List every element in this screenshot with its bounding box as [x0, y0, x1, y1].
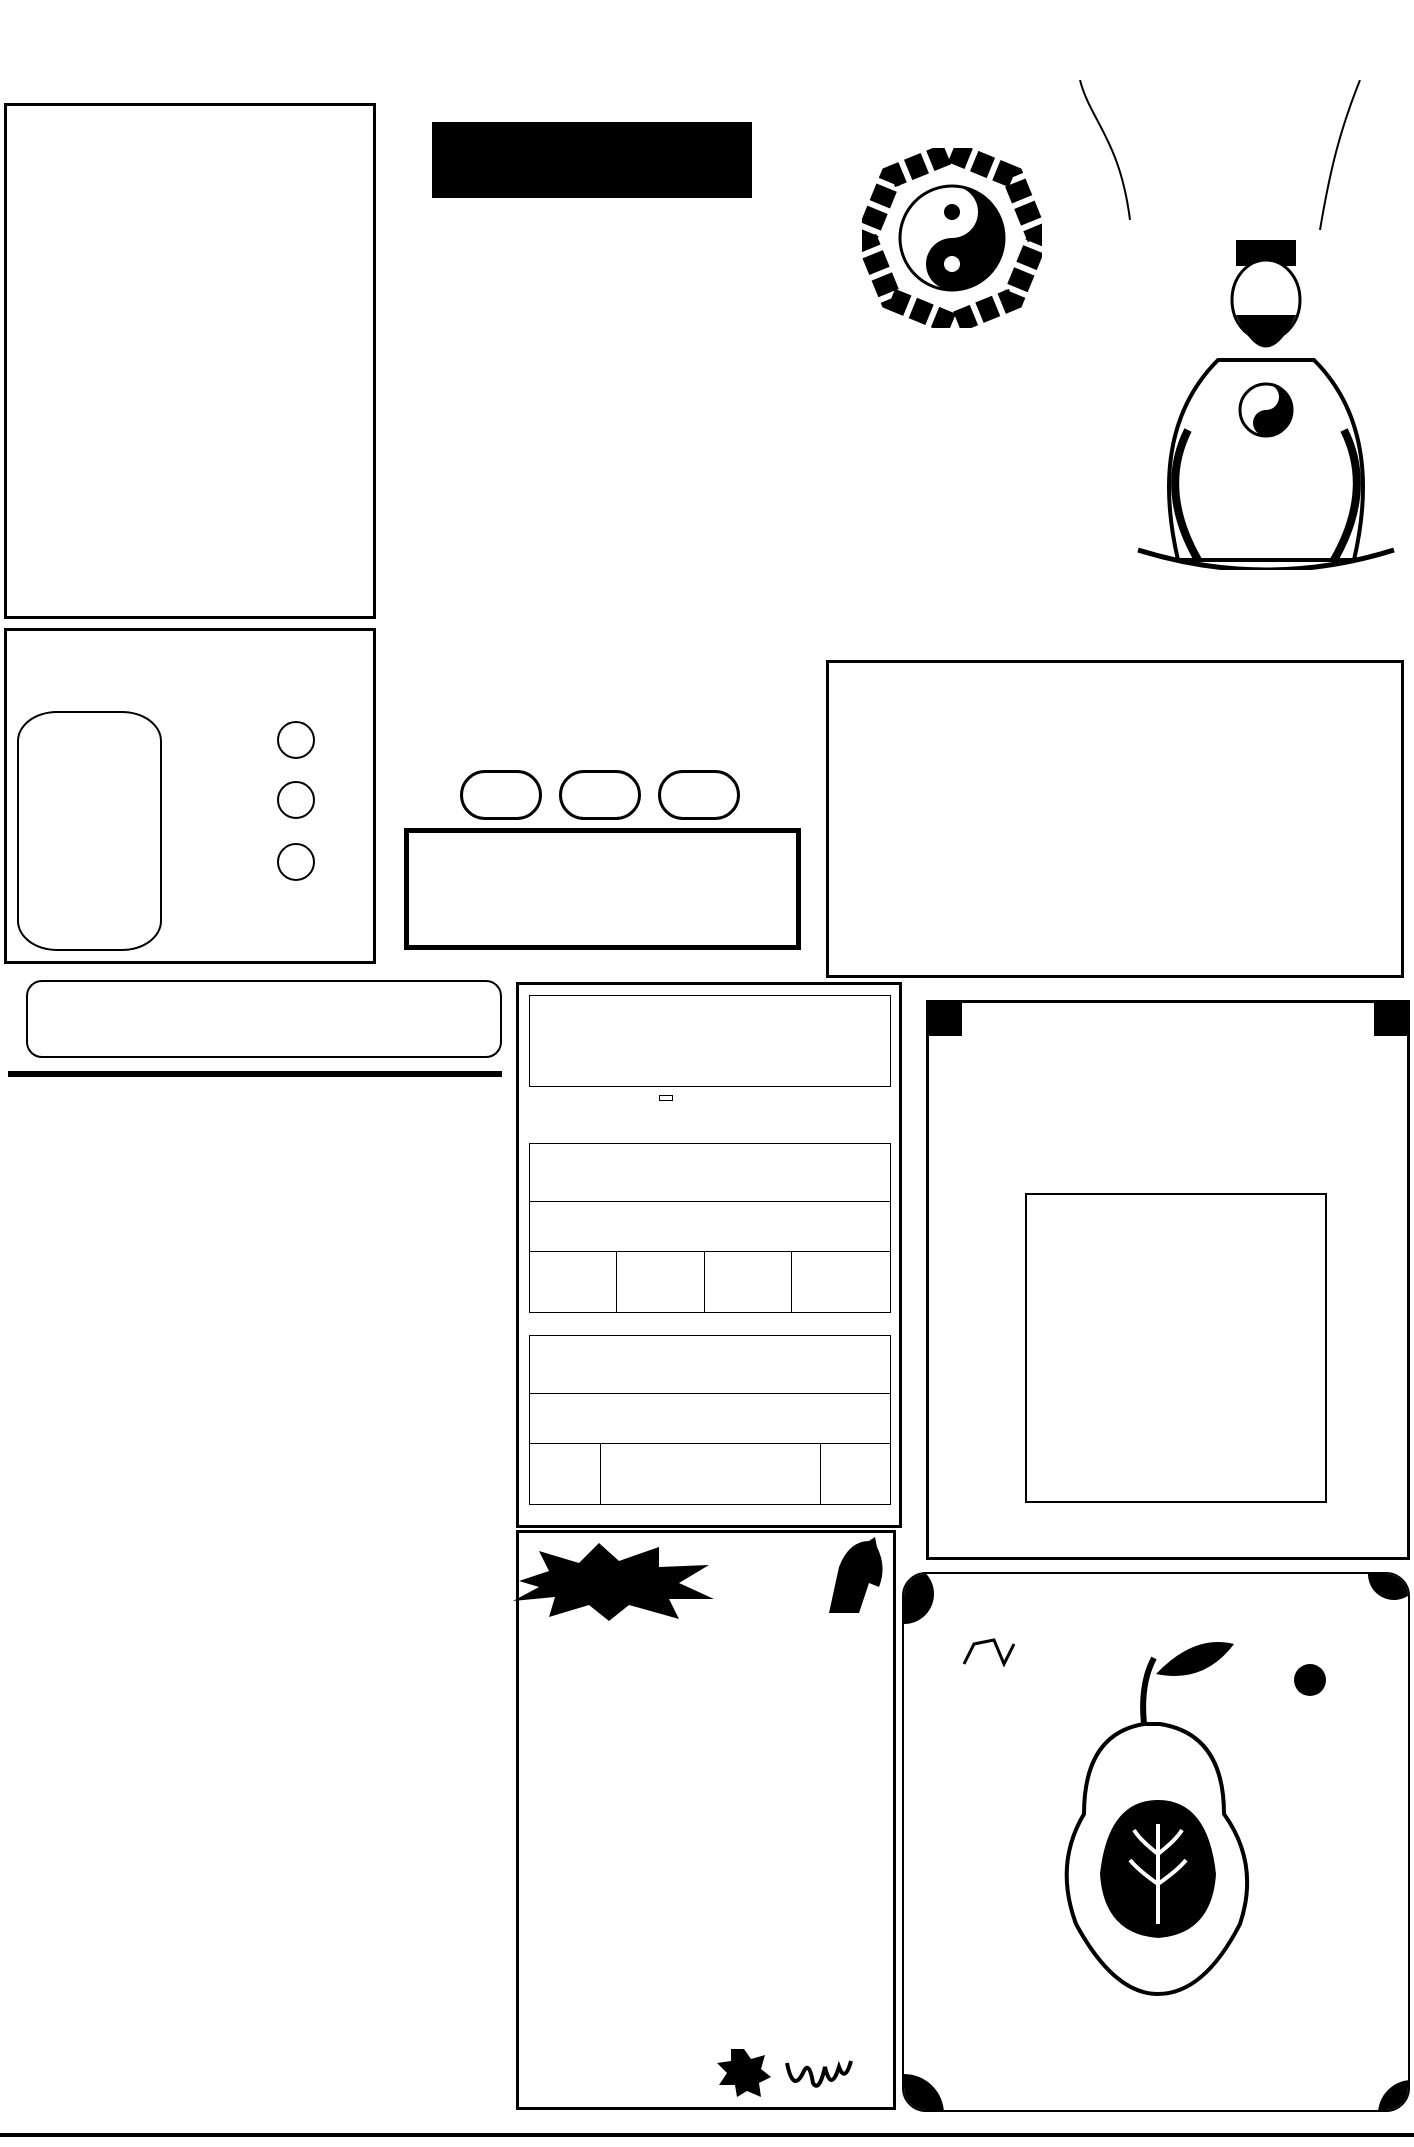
title-grid-lines: [530, 996, 890, 1086]
horse-head-icon: [819, 1537, 889, 1613]
empty-cell: [705, 1252, 792, 1312]
horse-club-banner: [432, 122, 752, 198]
kill-grid: [529, 1335, 891, 1505]
empty-cell: [530, 1252, 617, 1312]
abacus-beads: [409, 833, 796, 945]
corner-block: [1374, 1000, 1410, 1036]
sage-figure-icon: [1118, 230, 1408, 570]
starburst-icon: [509, 1541, 719, 1621]
kill-status-row: [530, 1394, 890, 1444]
heart-label: [559, 770, 641, 820]
zodiac-table-header: [26, 980, 502, 1058]
seal-stamp-icon: [717, 2049, 771, 2097]
crack-lines: [1060, 80, 1380, 230]
signature-icon: [783, 2053, 853, 2093]
prosper-note-row: [530, 1252, 890, 1312]
zodiac-poem-panel: [4, 103, 376, 619]
lucky-direction-drum: [17, 711, 162, 951]
kill-zodiac-panel: [516, 982, 902, 1528]
kill-note-row: [530, 1444, 890, 1504]
empty-cell: [530, 1444, 601, 1504]
abacus-labels: [460, 770, 740, 820]
zodiac-number-table: [8, 1071, 502, 1077]
corner-block: [926, 1000, 962, 1036]
nine-palace-panel: [4, 628, 376, 964]
empty-cell: [617, 1252, 704, 1312]
palace-number: [277, 781, 315, 819]
bagua-taiji-icon: [862, 148, 1042, 328]
kill-note: [601, 1444, 821, 1504]
footer-rule: [0, 2133, 1414, 2137]
palace-number: [277, 721, 315, 759]
empty-cell: [821, 1444, 891, 1504]
kill-signature: [659, 1095, 673, 1101]
prosper-animal-row: [530, 1144, 890, 1202]
kill-animal-row: [530, 1336, 890, 1394]
prosper-note: [792, 1252, 890, 1312]
prosper-grid: [529, 1143, 891, 1313]
pear-icon: [904, 1574, 1410, 2112]
abacus-graphic: [404, 828, 801, 950]
palace-number: [277, 843, 315, 881]
heart-label: [460, 770, 542, 820]
prosper-status-row: [530, 1202, 890, 1252]
heart-label: [658, 770, 740, 820]
zodiac-puzzle-panel: [926, 1000, 1410, 1560]
pear-graphic-panel: [902, 1572, 1410, 2112]
kill-title-grid: [529, 995, 891, 1087]
notice-panel: [516, 1530, 896, 2110]
puzzle-grid: [1025, 1193, 1327, 1503]
analysis-panel: [826, 660, 1404, 978]
masthead-title: [455, 4, 1015, 60]
